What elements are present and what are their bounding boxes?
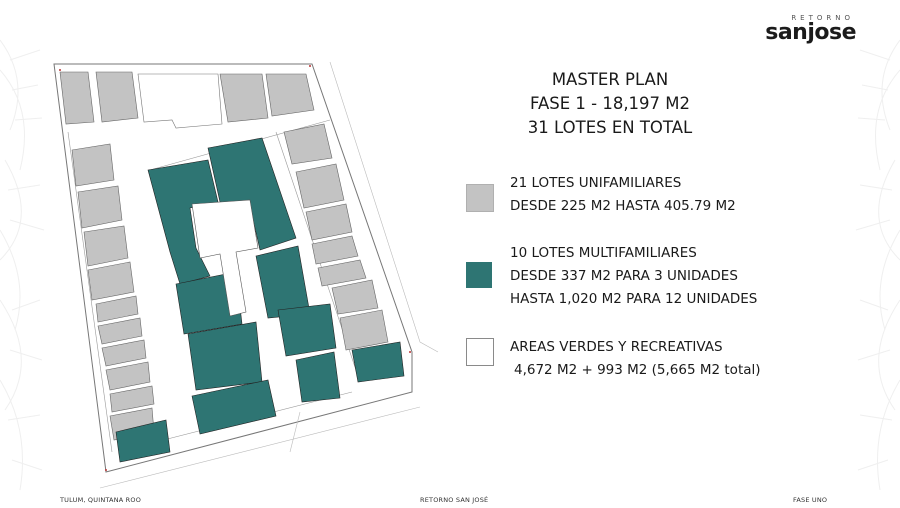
footer-phase: FASE UNO [793,496,828,504]
brand-logo [765,14,856,44]
legend-single-family-range: DESDE 225 M2 HASTA 405.79 M2 [510,198,736,214]
palm-leaf-decoration-right [854,0,900,508]
logo-subtitle: RETORNO [791,14,854,22]
legend-single-family-title: 21 LOTES UNIFAMILIARES [510,175,682,191]
master-plan-drawing [40,52,440,492]
logo-wordmark: sanjose [765,20,856,45]
green-area-swatch [466,338,494,366]
legend-green-areas-title: AREAS VERDES Y RECREATIVAS [510,339,723,355]
legend-multi-family-title: 10 LOTES MULTIFAMILIARES [510,245,697,261]
title-line-3: 31 LOTES EN TOTAL [527,118,693,137]
legend-multi-family-min: DESDE 337 M2 PARA 3 UNIDADES [510,268,738,284]
footer-project: RETORNO SAN JOSÉ [420,496,489,504]
single-family-swatch [466,184,494,212]
multi-family-swatch [466,262,492,288]
plan-title [500,68,720,140]
title-line-1: MASTER PLAN [551,70,669,89]
footer-location: TULUM, QUINTANA ROO [60,496,142,504]
legend-multi-family-max: HASTA 1,020 M2 PARA 12 UNIDADES [510,291,758,307]
legend-green-areas-size: 4,672 M2 + 993 M2 (5,665 M2 total) [514,362,761,378]
title-line-2: FASE 1 - 18,197 M2 [529,94,691,113]
